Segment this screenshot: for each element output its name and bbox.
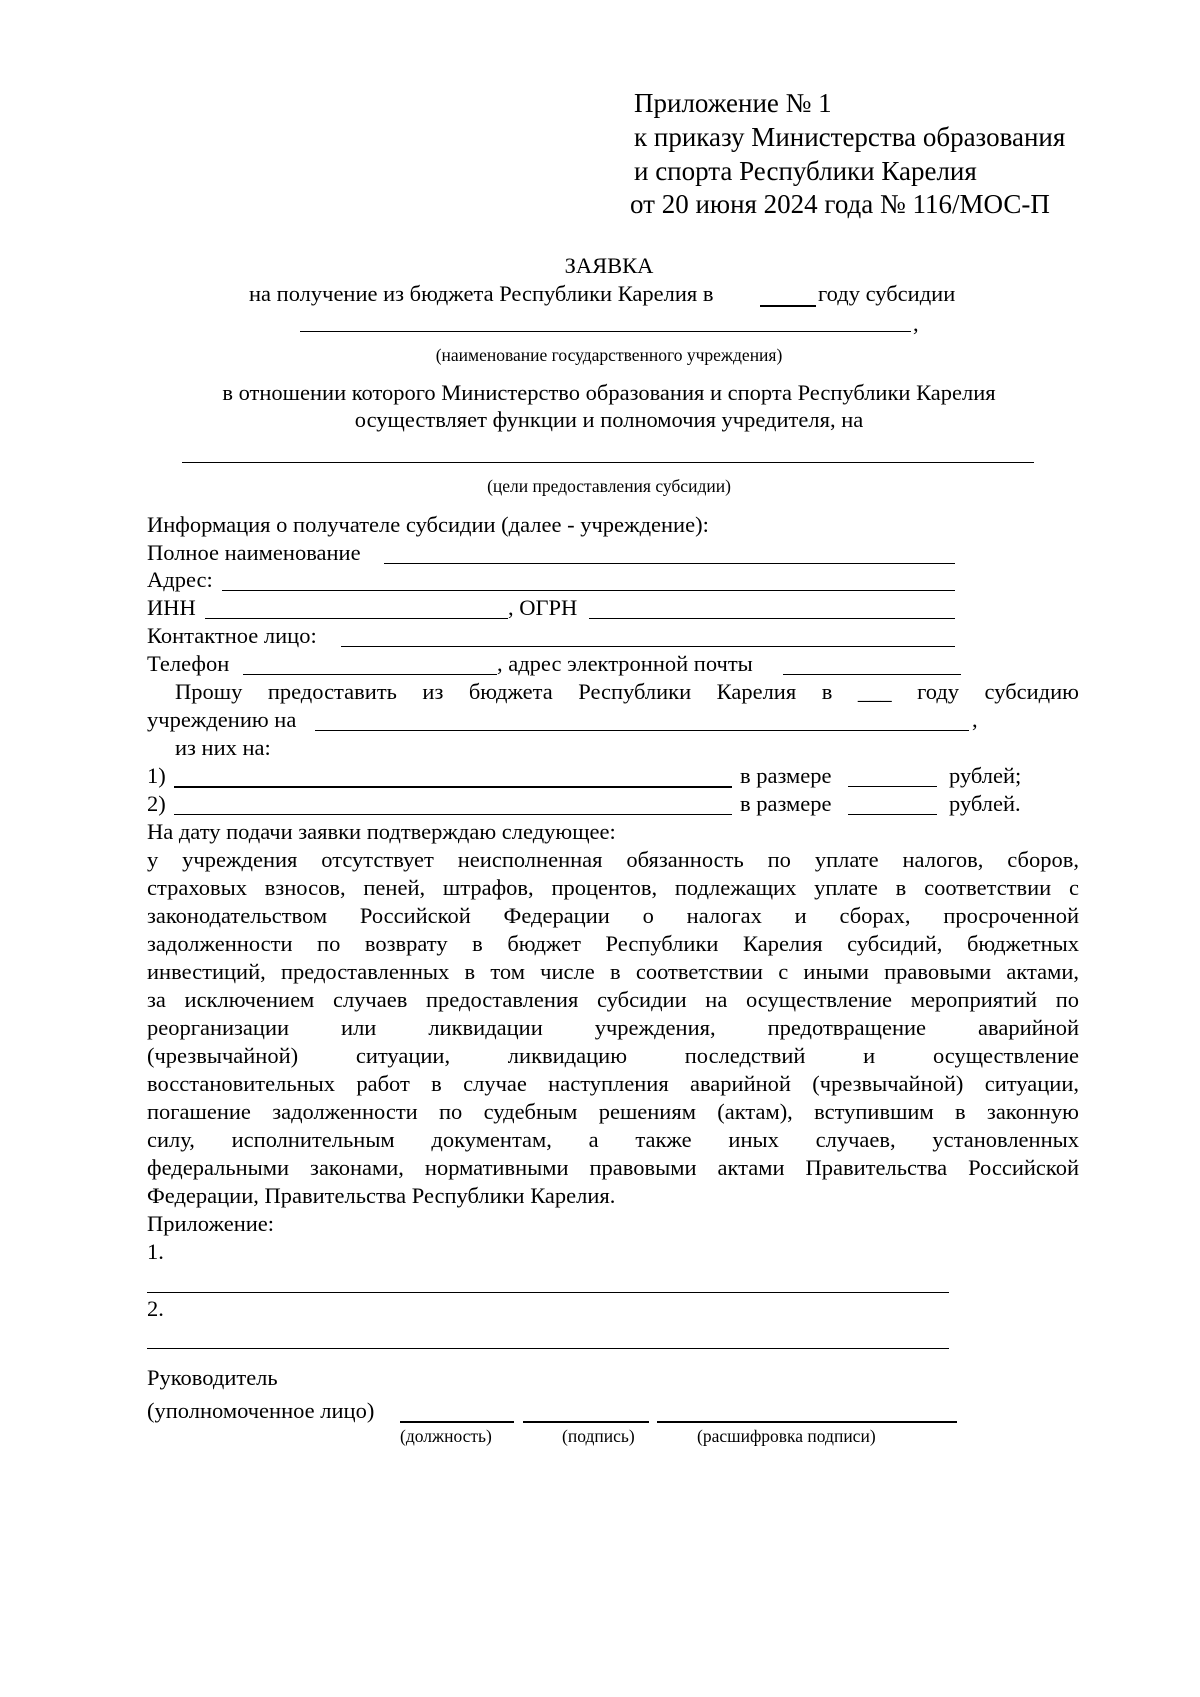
purpose-caption: (цели предоставления субсидии) [487,476,731,496]
signature-caption: (подпись) [562,1426,635,1446]
email-label: , адрес электронной почты [497,651,753,676]
signature-decoding-line [657,1421,957,1423]
item-1-currency: рублей; [949,763,1022,788]
full-name-label: Полное наименование [147,540,361,565]
request-word: бюджета [468,679,553,704]
full-name-line [384,563,955,564]
founder-line-1: в отношении которого Министерство образования и спорта Республики Карелия [222,380,996,405]
ogrn-label: , ОГРН [508,595,578,620]
head-label: Руководитель [147,1365,278,1390]
confirmation-line: у учреждения отсутствует неисполненная обязанность по уплате налогов, сборов, [147,847,1079,872]
year-blank-line [760,305,816,307]
confirmation-line: восстановительных работ в случае наступления аварийной (чрезвычайной) ситуации, [147,1071,1079,1096]
request-word: субсидию [984,679,1079,704]
address-line [222,590,955,591]
item-1-amount-line [848,786,937,787]
request-line-2-label: учреждению на [147,707,297,732]
email-line [783,674,961,675]
attachment-2-number: 2. [147,1296,164,1321]
order-date: от 20 июня 2024 года № 116/МОС-П [630,189,1050,219]
institution-name-line [300,331,911,332]
institution-caption: (наименование государственного учреждения) [435,345,783,365]
authorized-person-label: (уполномоченное лицо) [147,1398,375,1423]
request-word: Прошу [175,679,243,704]
request-word: Карелия [716,679,797,704]
item-2-purpose-line [174,814,732,815]
request-word: из [422,679,444,704]
of-them-label: из них на: [175,735,271,760]
signature-decoding-caption: (расшифровка подписи) [697,1426,876,1446]
confirmation-line: инвестиций, предоставленных в том числе в соответствии с иными правовыми актами, [147,959,1079,984]
item-2-number: 2) [147,791,166,816]
confirmation-line: федеральными законами, нормативными правовыми актами Правительства Российской [147,1155,1079,1180]
request-purpose-line [315,730,969,731]
request-word: в [821,679,833,704]
ogrn-line [589,618,955,619]
confirmation-line: за исключением случаев предоставления субсидии на осуществление мероприятий по [147,987,1079,1012]
item-1-amount-label: в размере [740,763,832,788]
purpose-line [182,462,1034,463]
title-line-part2: году субсидии [818,281,956,306]
founder-line-2: осуществляет функции и полномочия учредителя, на [354,407,864,432]
attachment-2-line [147,1348,949,1349]
contact-label: Контактное лицо: [147,623,317,648]
recipient-heading: Информация о получателе субсидии (далее - учреждение): [147,512,709,537]
position-line [400,1421,514,1423]
confirmation-line: реорганизации или ликвидации учреждения, предотвращение аварийной [147,1015,1079,1040]
attachment-1-line [147,1292,949,1293]
position-caption: (должность) [400,1426,492,1446]
item-2-currency: рублей. [949,791,1021,816]
address-label: Адрес: [147,567,213,592]
inn-label: ИНН [147,595,196,620]
appendix-number: Приложение № 1 [634,88,832,118]
confirmation-line: погашение задолженности по судебным решениям (актам), вступившим в законную [147,1099,1079,1124]
order-reference: к приказу Министерства образования [634,122,1066,152]
phone-label: Телефон [147,651,230,676]
inn-line [205,618,508,619]
item-2-amount-label: в размере [740,791,832,816]
attachments-label: Приложение: [147,1211,275,1236]
request-line-2-comma: , [972,707,978,732]
confirmation-line: законодательством Российской Федерации о налогах и сборах, просроченной [147,903,1079,928]
confirmation-line: (чрезвычайной) ситуации, ликвидацию последствий и осуществление [147,1043,1079,1068]
confirmation-heading: На дату подачи заявки подтверждаю следующее: [147,819,616,844]
attachment-1-number: 1. [147,1239,164,1264]
item-1-number: 1) [147,763,166,788]
request-word: предоставить [267,679,397,704]
order-ministry: и спорта Республики Карелия [634,156,977,186]
confirmation-line: страховых взносов, пеней, штрафов, процентов, подлежащих уплате в соответствии с [147,875,1079,900]
request-word: году [917,679,960,704]
phone-line [243,674,497,675]
request-year-blank: ___ [857,679,892,704]
contact-line [341,646,955,647]
request-line-1 [175,678,1079,706]
request-word: Республики [578,679,692,704]
confirmation-line: задолженности по возврату в бюджет Республики Карелия субсидий, бюджетных [147,931,1079,956]
document-title: ЗАЯВКА [564,253,654,278]
institution-comma: , [913,311,919,336]
title-line-part1: на получение из бюджета Республики Карелия в [249,281,714,306]
confirmation-line: Федерации, Правительства Республики Карелия. [147,1183,616,1208]
item-1-purpose-line [174,786,732,788]
item-2-amount-line [848,814,937,815]
signature-line [523,1421,649,1423]
confirmation-line: силу, исполнительным документам, а также иных случаев, установленных [147,1127,1079,1152]
